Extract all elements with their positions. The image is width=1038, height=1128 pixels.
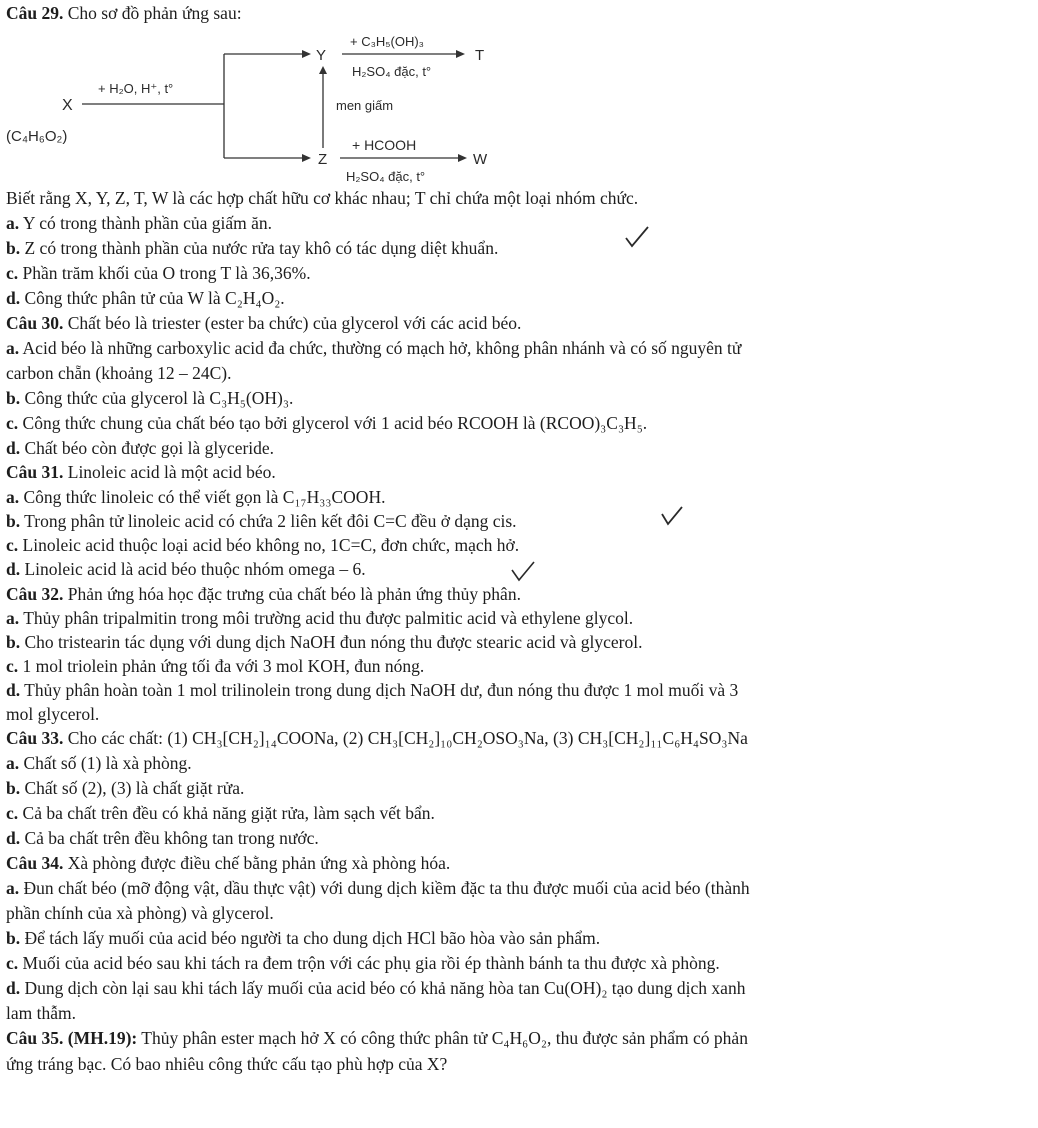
check-mark-icon — [510, 560, 536, 584]
q32-option-c: c. 1 mol triolein phản ứng tối đa với 3 mol KOH, đun nóng. — [6, 656, 425, 676]
q29-option-c: c. Phần trăm khối của O trong T là 36,36%. — [6, 263, 311, 283]
q34-option-c: c. Muối của acid béo sau khi tách ra đem trộn với các phụ gia rồi ép thành bánh ta thu được xà phòng. — [6, 953, 720, 973]
q30-option-b: b. Công thức của glycerol là C₃H₅(OH)₃. — [6, 388, 294, 408]
check-mark-icon — [660, 504, 684, 528]
q33-header: Câu 33. Cho các chất: (1) CH₃[CH₂]₁₄COONa, (2) CH₃[CH₂]₁₀CH₂OSO₃Na, (3) CH₃[CH₂]₁₁C₆H₄SO₃Na — [6, 728, 748, 748]
q34-option-d: d. Dung dịch còn lại sau khi tách lấy muối của acid béo có khả năng hòa tan Cu(OH)₂ tạo dung dịch xanh — [6, 978, 746, 998]
scheme-to-z-arrowhead — [302, 154, 311, 162]
q34-header: Câu 34. Xà phòng được điều chế bằng phản ứng xà phòng hóa. — [6, 853, 451, 873]
q33-option-d: d. Cả ba chất trên đều không tan trong nước. — [6, 828, 319, 848]
q31-option-c: c. Linoleic acid thuộc loại acid béo không no, 1C=C, đơn chức, mạch hở. — [6, 535, 520, 555]
q31-option-a: a. Công thức linoleic có thể viết gọn là C₁₇H₃₃COOH. — [6, 487, 386, 507]
q30-option-d: d. Chất béo còn được gọi là glyceride. — [6, 438, 275, 458]
q35-header: Câu 35. (MH.19): Thủy phân ester mạch hở X có công thức phân tử C₄H₆O₂, thu được sản phẩm có phản — [6, 1028, 748, 1048]
q29-option-b: b. Z có trong thành phần của nước rửa tay khô có tác dụng diệt khuẩn. — [6, 238, 499, 258]
q34-option-a-cont: phần chính của xà phòng) và glycerol. — [6, 903, 274, 923]
scheme-ferment-label: men giấm — [336, 98, 394, 113]
scheme-x-formula: (C₄H₆O₂) — [6, 128, 68, 145]
q29-intro: Cho sơ đồ phản ứng sau: — [67, 3, 242, 23]
q34-option-a: a. Đun chất béo (mỡ động vật, dầu thực vật) với dung dịch kiềm đặc ta thu được muối của acid béo (thành — [6, 878, 750, 898]
q34-option-d-cont: lam thẫm. — [6, 1003, 76, 1023]
q29-option-a: a. Y có trong thành phần của giấm ăn. — [6, 213, 272, 233]
q29-note: Biết rằng X, Y, Z, T, W là các hợp chất hữu cơ khác nhau; T chỉ chứa một loại nhóm chức. — [6, 188, 639, 208]
scheme-to-y-arrowhead — [302, 50, 311, 58]
q32-header: Câu 32. Phản ứng hóa học đặc trưng của chất béo là phản ứng thủy phân. — [6, 584, 521, 604]
q33-option-b: b. Chất số (2), (3) là chất giặt rửa. — [6, 778, 245, 798]
scheme-t: T — [475, 47, 485, 64]
scheme-z-reagent: + HCOOH — [352, 137, 417, 153]
q31-option-b: b. Trong phân tử linoleic acid có chứa 2 liên kết đôi C=C đều ở dạng cis. — [6, 511, 517, 531]
scheme-y-arrowhead — [456, 50, 465, 58]
scheme-z-catalyst: H₂SO₄ đặc, t° — [346, 169, 426, 184]
q32-option-d-cont: mol glycerol. — [6, 704, 100, 724]
scheme-y-reagent: + C₃H₅(OH)₃ — [350, 34, 424, 49]
q30-header: Câu 30. Chất béo là triester (ester ba chức) của glycerol với các acid béo. — [6, 313, 522, 333]
q33-option-a: a. Chất số (1) là xà phòng. — [6, 753, 192, 773]
reaction-scheme-diagram — [0, 0, 560, 190]
q34-option-b: b. Để tách lấy muối của acid béo người ta cho dung dịch HCl bão hòa vào sản phẩm. — [6, 928, 601, 948]
q33-option-c: c. Cả ba chất trên đều có khả năng giặt rửa, làm sạch vết bẩn. — [6, 803, 435, 823]
scheme-x-condition: + H₂O, H⁺, t° — [98, 81, 174, 96]
q35-question-cont: ứng tráng bạc. Có bao nhiêu công thức cấu tạo phù hợp của X? — [6, 1054, 448, 1074]
q31-option-d: d. Linoleic acid là acid béo thuộc nhóm omega – 6. — [6, 559, 366, 579]
q30-option-c: c. Công thức chung của chất béo tạo bởi glycerol với 1 acid béo RCOOH là (RCOO)₃C₃H₅. — [6, 413, 648, 433]
scheme-z-to-y-arrowhead — [319, 66, 327, 74]
q32-option-b: b. Cho tristearin tác dụng với dung dịch NaOH đun nóng thu được stearic acid và glycerol. — [6, 632, 643, 652]
scheme-z-arrowhead — [458, 154, 467, 162]
q31-header: Câu 31. Linoleic acid là một acid béo. — [6, 462, 276, 482]
q32-option-d: d. Thủy phân hoàn toàn 1 mol trilinolein trong dung dịch NaOH dư, đun nóng thu được 1 mol muối và 3 — [6, 680, 739, 700]
check-mark-icon — [624, 224, 650, 250]
scheme-x: X — [62, 97, 73, 114]
q30-option-a-cont: carbon chẵn (khoảng 12 – 24C). — [6, 363, 232, 383]
scheme-z: Z — [318, 151, 328, 168]
scheme-y-catalyst: H₂SO₄ đặc, t° — [352, 64, 432, 79]
q29-title: Câu 29. — [6, 3, 64, 23]
scheme-y: Y — [316, 47, 327, 64]
q32-option-a: a. Thủy phân tripalmitin trong môi trường acid thu được palmitic acid và ethylene glycol. — [6, 608, 634, 628]
q29-option-d: d. Công thức phân tử của W là C₂H₄O₂. — [6, 288, 285, 308]
scheme-w: W — [473, 151, 488, 168]
q30-option-a: a. Acid béo là những carboxylic acid đa chức, thường có mạch hở, không phân nhánh và có số nguyên tử — [6, 338, 742, 358]
